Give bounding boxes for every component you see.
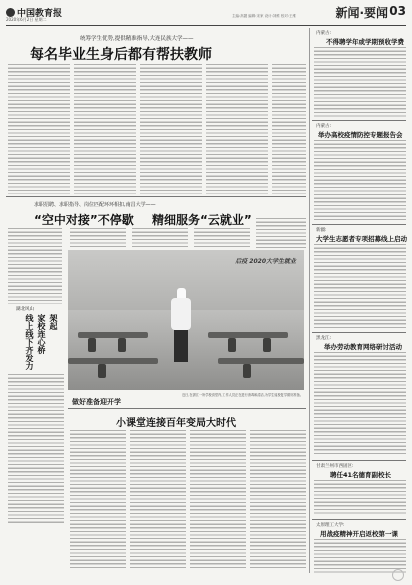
right-story5-kicker: 甘肃兰州市西固区: bbox=[316, 464, 354, 469]
second-kicker: 求职招聘、求职指导、岗位匹配环环相扣,南昌大学—— bbox=[34, 202, 156, 208]
right-story4-headline: 举办劳动教育网络研讨活动 bbox=[324, 343, 402, 351]
divider bbox=[6, 196, 306, 197]
second-body-col5 bbox=[256, 218, 306, 248]
vertical-title-3: 线上线下齐发力 bbox=[25, 314, 34, 370]
right-story1-body bbox=[314, 47, 406, 117]
photo-title: 做好准备迎开学 bbox=[72, 398, 121, 406]
right-story3-headline: 大学生志愿者专项招募线上启动 bbox=[316, 235, 407, 243]
divider bbox=[312, 224, 406, 225]
editor-credits: 主编:高靓 编辑:宋家 设计:刘维 校对:王维 bbox=[232, 14, 297, 18]
vertical-body bbox=[8, 374, 64, 524]
lead-headline: 每名毕业生身后都有帮扶教师 bbox=[30, 47, 212, 63]
second-body-col3 bbox=[132, 228, 188, 248]
right-story4-kicker: 黑龙江: bbox=[316, 336, 332, 341]
masthead bbox=[6, 4, 406, 24]
second-body-col4 bbox=[194, 228, 250, 248]
page-number: 03 bbox=[389, 4, 406, 18]
bottom-headline: 小课堂连接百年变局大时代 bbox=[116, 418, 236, 429]
seal-icon bbox=[6, 8, 15, 17]
column-separator bbox=[309, 28, 310, 573]
divider bbox=[312, 332, 406, 333]
second-headline-part2: 精细服务“云就业” bbox=[152, 213, 252, 227]
lead-body-col3 bbox=[140, 64, 202, 194]
second-body-col2 bbox=[70, 228, 126, 248]
second-body-col1 bbox=[8, 228, 62, 304]
divider bbox=[312, 120, 406, 121]
section-title: 新闻·要闻 bbox=[335, 6, 388, 20]
right-story1-headline: 不得聘学年或学期预收学费 bbox=[326, 38, 404, 46]
right-story5-headline: 聘任41名德育副校长 bbox=[330, 471, 392, 479]
worker-figure bbox=[168, 288, 194, 362]
second-headline-part1: “空中对接”不停歇 bbox=[34, 213, 134, 227]
dateline: 2020年6月2日 星期二 bbox=[6, 17, 47, 22]
watermark-icon bbox=[392, 569, 404, 581]
vertical-title-1: 架起 bbox=[49, 314, 58, 330]
lead-body-col2 bbox=[74, 64, 136, 194]
bottom-body-col4 bbox=[250, 430, 306, 570]
bottom-body-col3 bbox=[190, 430, 246, 570]
bottom-body-col2 bbox=[130, 430, 186, 570]
lead-body-col4 bbox=[206, 64, 268, 194]
right-story2-headline: 举办高校疫情防控专题报告会 bbox=[318, 131, 403, 139]
right-story6-headline: 用战疫精神开启返校第一课 bbox=[320, 530, 398, 538]
right-story2-kicker: 内蒙古: bbox=[316, 124, 332, 129]
vertical-region: 湖北风山 bbox=[16, 307, 34, 312]
right-story3-kicker: 新疆: bbox=[316, 228, 327, 233]
vertical-title-2: 家校连心桥 bbox=[37, 314, 46, 354]
lead-body-col1 bbox=[8, 64, 70, 194]
right-story4-body bbox=[314, 352, 406, 456]
right-story6-kicker: 太原理工大学: bbox=[316, 523, 345, 528]
divider bbox=[312, 519, 406, 520]
news-photo bbox=[68, 250, 304, 390]
masthead-rule bbox=[6, 25, 406, 26]
lead-body-col5 bbox=[272, 64, 306, 194]
right-story6-body bbox=[314, 539, 406, 573]
right-story5-body bbox=[314, 480, 406, 516]
divider bbox=[68, 408, 306, 409]
photo-caption: 近日,在浙江一所学校食堂内,工作人员正在进行消毒和清洁,为学生返校复学做好准备。 bbox=[182, 393, 303, 397]
photo-banner: 后疫 2020大学生就业 bbox=[235, 258, 296, 265]
lead-kicker: 统筹学生优势,提供精准指导,大连民族大学—— bbox=[80, 36, 194, 42]
right-story3-body bbox=[314, 244, 406, 328]
vertical-title-box bbox=[8, 306, 64, 370]
right-story1-kicker: 内蒙古: bbox=[316, 31, 332, 36]
right-story2-body bbox=[314, 140, 406, 220]
bottom-body-col1 bbox=[70, 430, 126, 570]
logo-text: 中国教育报 bbox=[17, 9, 63, 19]
divider bbox=[312, 460, 406, 461]
